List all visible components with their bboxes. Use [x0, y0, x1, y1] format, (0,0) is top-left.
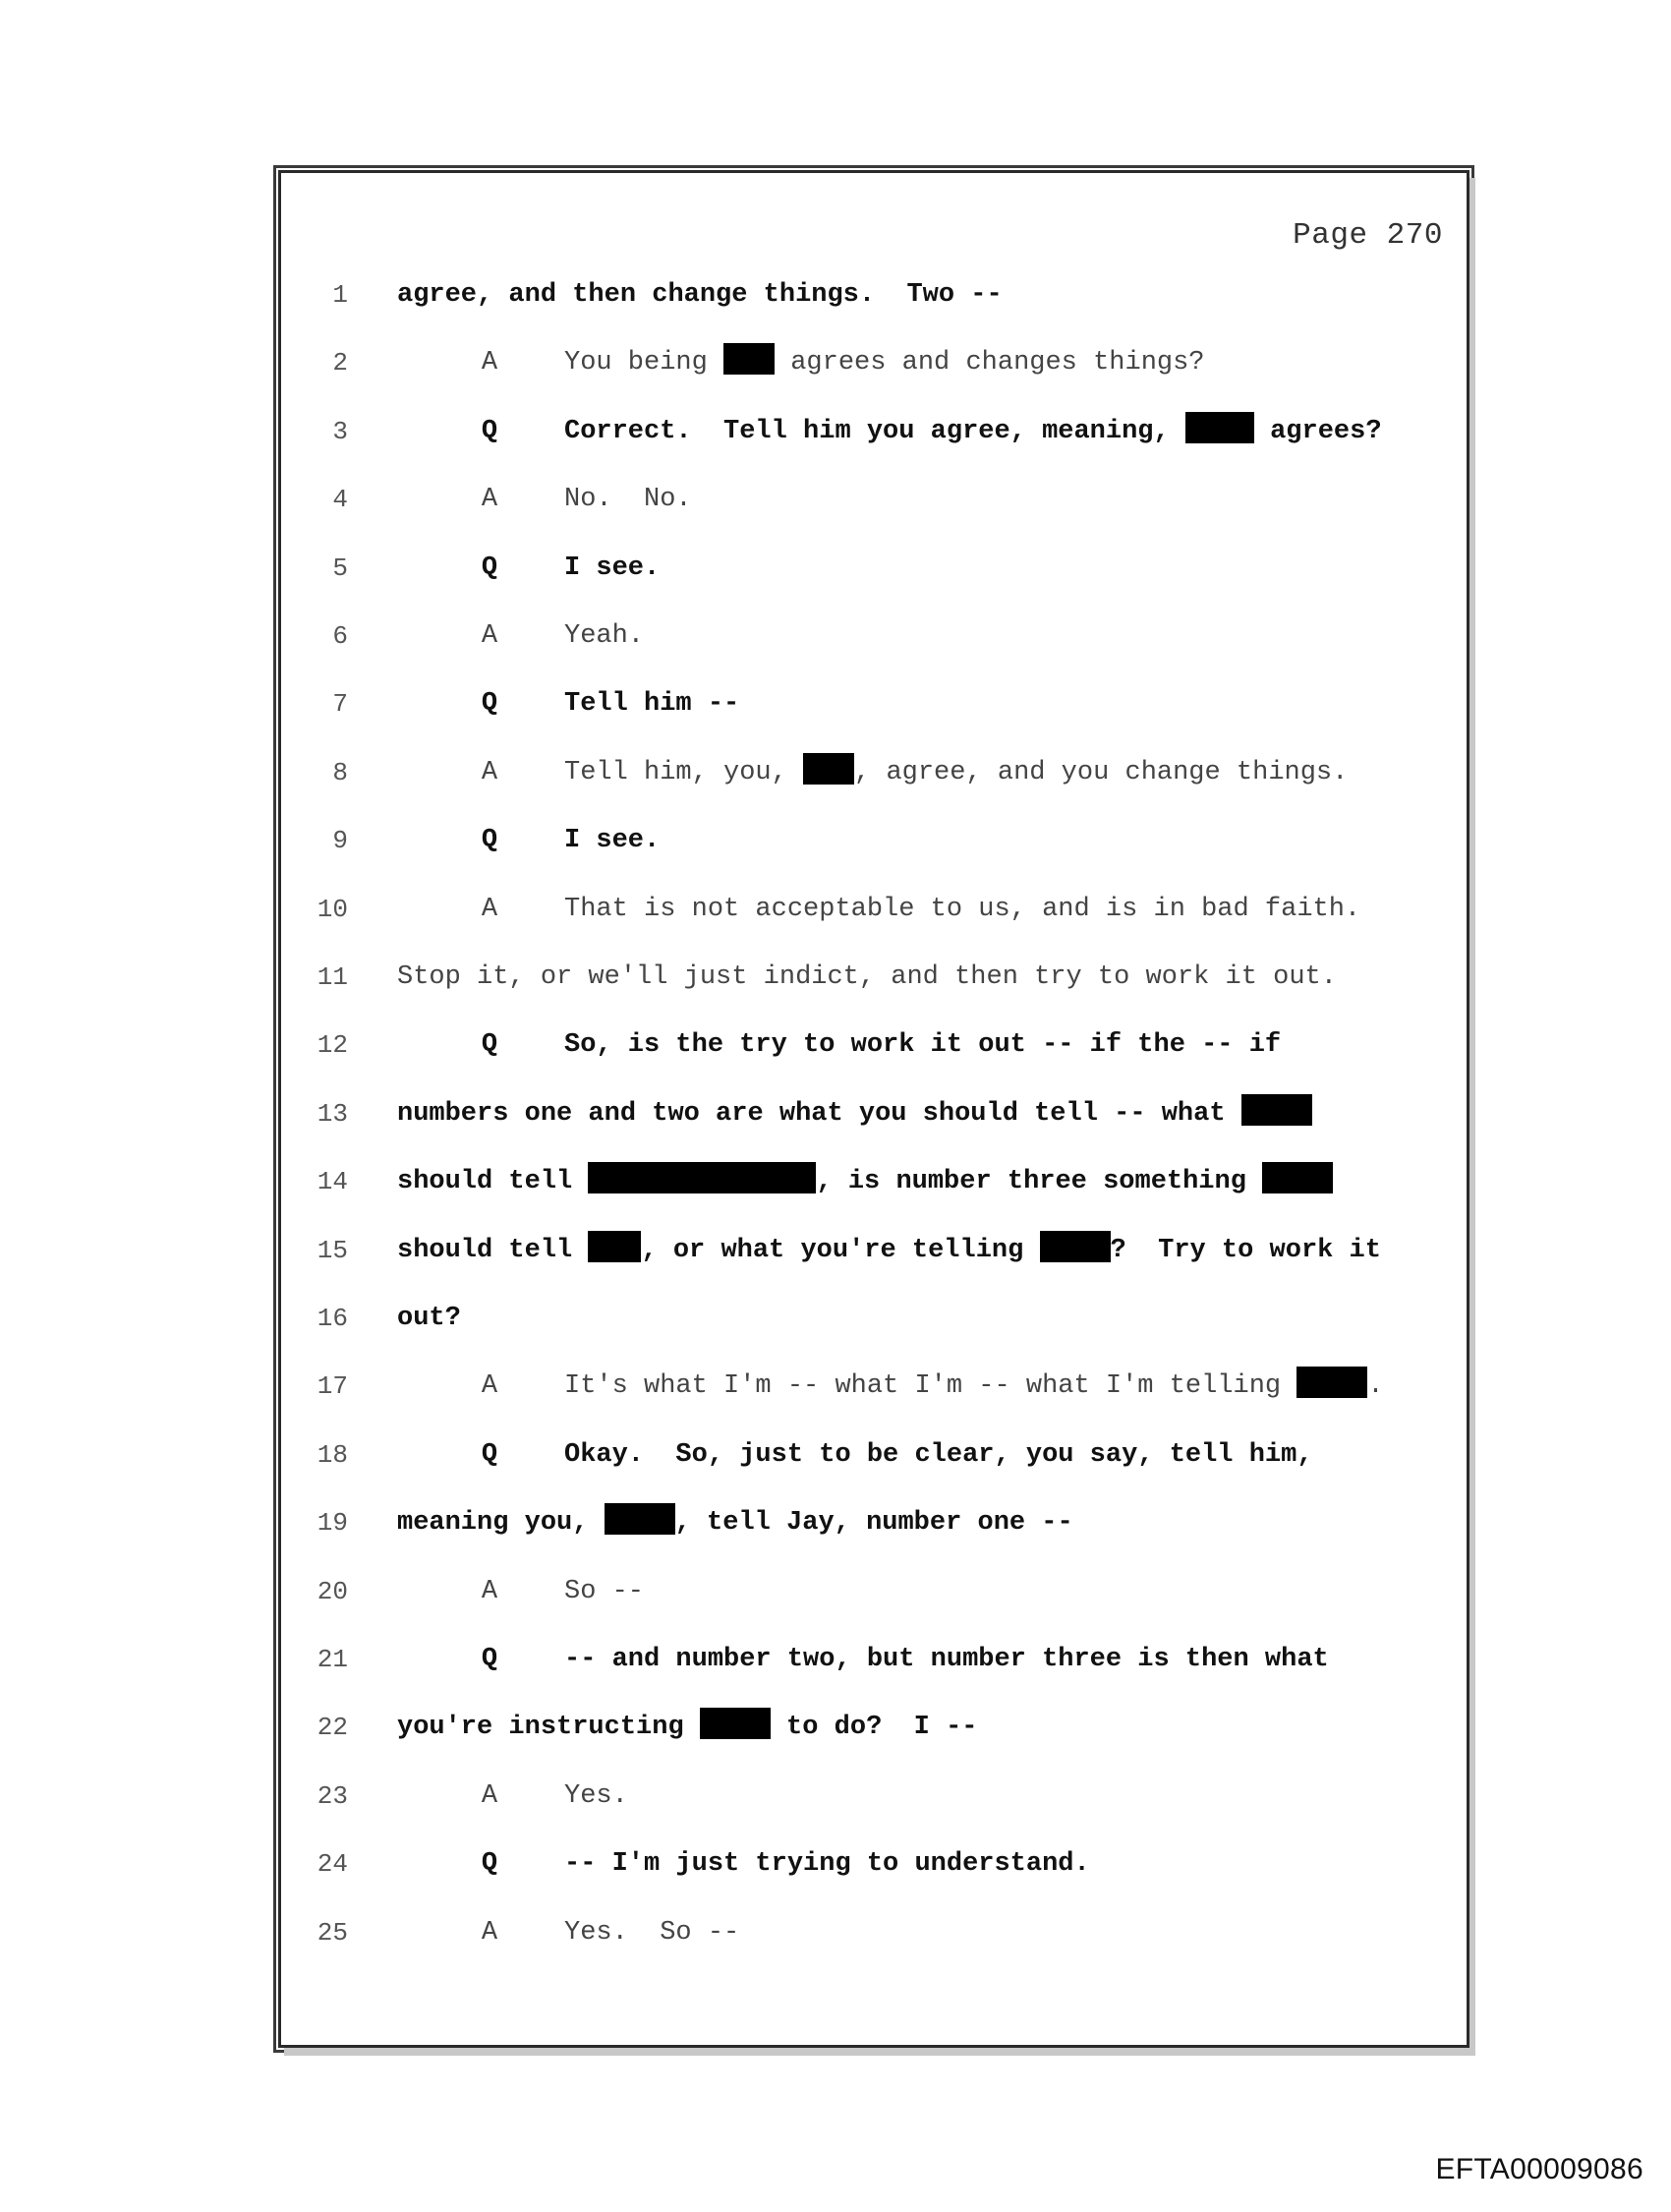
transcript-line	[281, 958, 1467, 997]
line-text	[564, 1435, 1313, 1475]
speaker-label: Q	[481, 416, 498, 446]
text-segment: agree, and then change things. Two --	[397, 280, 1003, 310]
document-id: EFTA00009086	[1435, 2153, 1643, 2185]
transcript-line	[281, 480, 1467, 519]
transcript-line	[281, 1367, 1467, 1406]
line-text	[564, 1844, 1090, 1884]
transcript-page	[278, 170, 1469, 2048]
transcript-line	[281, 275, 1467, 315]
line-number: 3	[332, 416, 348, 446]
transcript-line	[281, 753, 1467, 792]
line-text	[564, 1572, 644, 1611]
text-segment: So --	[564, 1576, 645, 1606]
text-segment: Yeah.	[564, 621, 645, 651]
transcript-line	[281, 1776, 1467, 1816]
redaction-box	[700, 1708, 771, 1739]
transcript-line	[281, 1708, 1467, 1747]
text-segment: to do? I --	[770, 1713, 978, 1743]
text-segment: I see.	[564, 826, 661, 856]
speaker-label: Q	[481, 553, 498, 583]
line-text	[397, 958, 1337, 997]
transcript-line	[281, 1640, 1467, 1679]
text-segment: should tell	[397, 1235, 589, 1265]
line-number: 18	[317, 1439, 348, 1470]
speaker-label: Q	[481, 1849, 498, 1880]
transcript-line	[281, 1094, 1467, 1134]
line-text	[564, 549, 660, 588]
line-text	[397, 1708, 978, 1747]
line-number: 22	[317, 1713, 348, 1743]
line-number: 21	[317, 1645, 348, 1674]
speaker-label: Q	[481, 1439, 498, 1470]
line-text	[564, 1776, 628, 1816]
speaker-label: A	[481, 485, 498, 515]
line-text	[564, 480, 692, 519]
text-segment: you're instructing	[397, 1713, 700, 1743]
line-text	[564, 684, 739, 724]
speaker-label: A	[481, 1576, 498, 1606]
transcript-line	[281, 343, 1467, 382]
text-segment: , tell Jay, number one --	[674, 1508, 1073, 1539]
transcript-line	[281, 1572, 1467, 1611]
line-number: 15	[317, 1235, 348, 1265]
line-number: 20	[317, 1576, 348, 1606]
text-segment: .	[1367, 1371, 1384, 1402]
line-number: 13	[317, 1098, 348, 1129]
speaker-label: A	[481, 757, 498, 787]
text-segment: Yes. So --	[564, 1917, 740, 1948]
text-segment: It's what I'm -- what I'm -- what I'm telling	[564, 1371, 1297, 1402]
line-text	[564, 1913, 739, 1952]
text-segment: should tell	[397, 1167, 589, 1197]
text-segment: That is not acceptable to us, and is in bad faith.	[564, 894, 1361, 924]
transcript-line	[281, 684, 1467, 724]
transcript-line	[281, 1299, 1467, 1338]
line-text	[564, 616, 644, 656]
line-text	[564, 1367, 1384, 1406]
line-text	[564, 753, 1348, 792]
transcript-line	[281, 1844, 1467, 1884]
line-number: 5	[332, 553, 348, 583]
line-number: 7	[332, 689, 348, 720]
speaker-label: A	[481, 621, 498, 651]
text-segment: -- and number two, but number three is then what	[564, 1645, 1329, 1674]
redaction-box	[588, 1231, 641, 1262]
redaction-box	[1296, 1367, 1367, 1398]
text-segment: Okay. So, just to be clear, you say, tell him,	[564, 1439, 1313, 1470]
text-segment: Stop it, or we'll just indict, and then try to work it out.	[397, 962, 1337, 992]
line-text	[397, 1162, 1333, 1201]
line-text	[397, 1231, 1381, 1270]
text-segment: agrees?	[1253, 416, 1382, 446]
redaction-box	[1241, 1094, 1312, 1126]
transcript-line	[281, 1435, 1467, 1475]
speaker-label: Q	[481, 1030, 498, 1061]
line-number: 12	[317, 1030, 348, 1061]
line-number: 11	[317, 962, 348, 992]
transcript-line	[281, 1162, 1467, 1201]
line-number: 2	[332, 348, 348, 378]
transcript-line	[281, 1231, 1467, 1270]
transcript-line	[281, 1025, 1467, 1065]
transcript-line	[281, 549, 1467, 588]
text-segment: Correct. Tell him you agree, meaning,	[564, 416, 1185, 446]
line-text	[564, 890, 1360, 929]
line-number: 8	[332, 757, 348, 787]
line-number: 24	[317, 1849, 348, 1880]
redaction-box	[605, 1503, 675, 1535]
speaker-label: A	[481, 894, 498, 924]
line-text	[564, 821, 660, 860]
transcript-line	[281, 412, 1467, 451]
text-segment: out?	[397, 1304, 461, 1333]
transcript-line	[281, 821, 1467, 860]
speaker-label: Q	[481, 689, 498, 720]
text-segment: You being	[564, 348, 724, 378]
line-number: 6	[332, 621, 348, 651]
speaker-label: A	[481, 1917, 498, 1948]
line-number: 10	[317, 894, 348, 924]
page-number: Page 270	[1293, 218, 1443, 253]
text-segment: -- I'm just trying to understand.	[564, 1849, 1090, 1880]
line-number: 19	[317, 1508, 348, 1539]
speaker-label: Q	[481, 1645, 498, 1674]
text-segment: Tell him --	[564, 689, 740, 720]
transcript-line	[281, 890, 1467, 929]
line-number: 16	[317, 1304, 348, 1333]
text-segment: So, is the try to work it out -- if the -- if	[564, 1030, 1282, 1061]
text-segment: , or what you're telling	[641, 1235, 1040, 1265]
line-number: 17	[317, 1371, 348, 1402]
redaction-box	[1185, 412, 1254, 443]
speaker-label: Q	[481, 826, 498, 856]
redaction-box	[803, 753, 854, 785]
transcript-line	[281, 616, 1467, 656]
transcript-line	[281, 1503, 1467, 1543]
text-segment: , is number three something	[816, 1167, 1263, 1197]
line-text	[397, 1503, 1073, 1543]
line-number: 14	[317, 1167, 348, 1197]
text-segment: numbers one and two are what you should tell -- what	[397, 1098, 1241, 1129]
line-text	[397, 1094, 1312, 1134]
line-text	[397, 275, 1003, 315]
line-text	[564, 1640, 1329, 1679]
text-segment: , agree, and you change things.	[854, 757, 1349, 787]
text-segment: No. No.	[564, 485, 692, 515]
text-segment: ? Try to work it	[1110, 1235, 1381, 1265]
line-number: 4	[332, 485, 348, 515]
redaction-box	[1040, 1231, 1111, 1262]
line-text	[564, 1025, 1281, 1065]
line-text	[397, 1299, 461, 1338]
speaker-label: A	[481, 1371, 498, 1402]
text-segment: agrees and changes things?	[775, 348, 1205, 378]
text-segment: Yes.	[564, 1780, 628, 1811]
redaction-box	[588, 1162, 816, 1193]
line-number: 25	[317, 1917, 348, 1948]
redaction-box	[723, 343, 775, 375]
redaction-box	[1262, 1162, 1333, 1193]
line-text	[564, 412, 1382, 451]
speaker-label: A	[481, 348, 498, 378]
line-text	[564, 343, 1205, 382]
line-number: 9	[332, 826, 348, 856]
text-segment: meaning you,	[397, 1508, 605, 1539]
text-segment: I see.	[564, 553, 661, 583]
line-number: 23	[317, 1780, 348, 1811]
line-number: 1	[332, 280, 348, 310]
text-segment: Tell him, you,	[564, 757, 804, 787]
speaker-label: A	[481, 1780, 498, 1811]
transcript-line	[281, 1913, 1467, 1952]
